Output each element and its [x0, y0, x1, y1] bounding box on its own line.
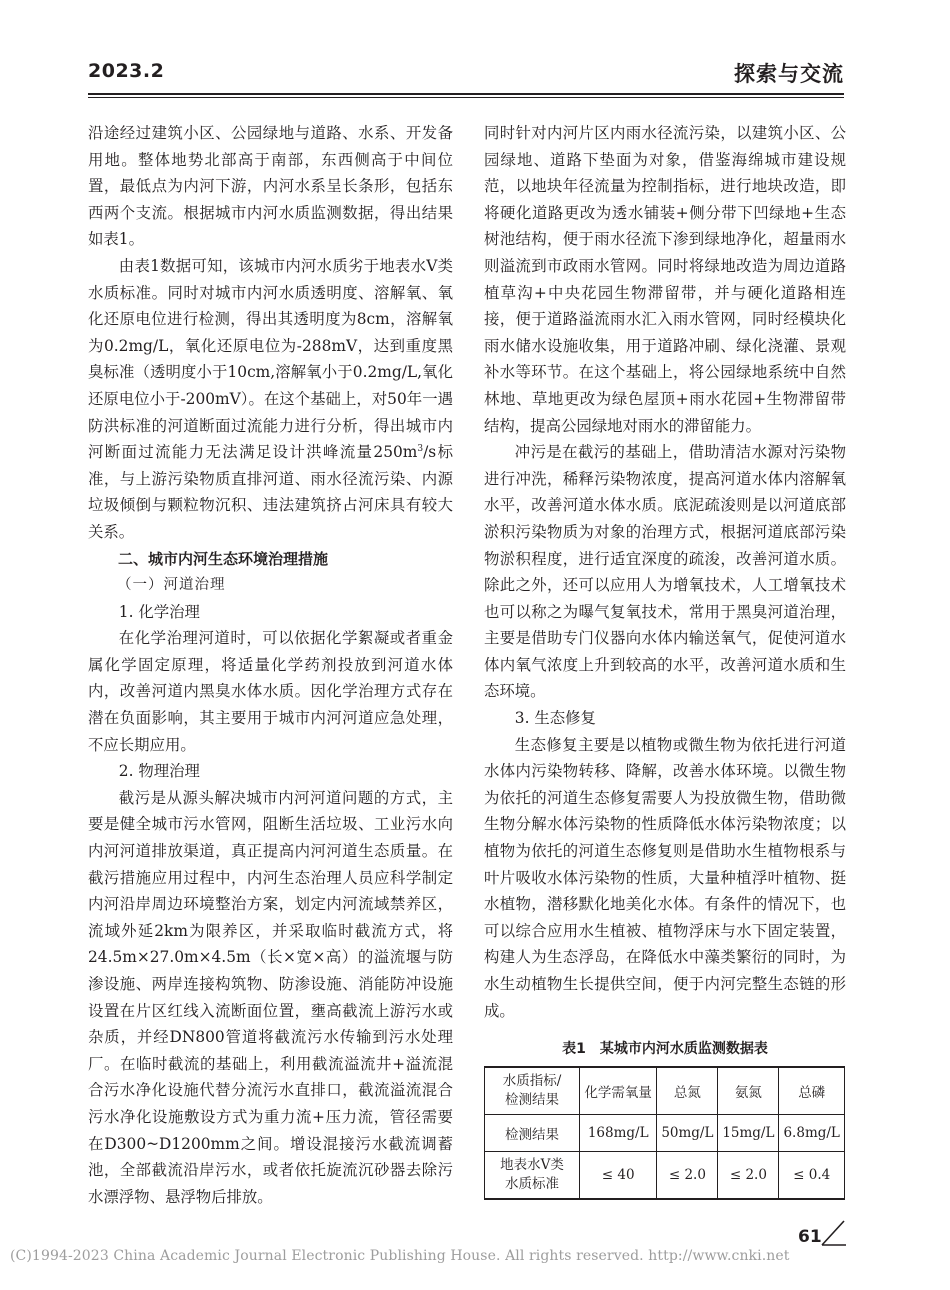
- paragraph: 在化学治理河道时，可以依据化学絮凝或者重金属化学固定原理，将适量化学药剂投放到河道水体内，改善河道内黑臭水体水质。因化学治理方式存在潜在负面影响，其主要用于城市内河河道应急处理，不应长期应用。: [88, 629, 453, 754]
- water-quality-table: [484, 1066, 845, 1200]
- header-rule: [88, 93, 844, 95]
- label-line: 地表水V类: [500, 1157, 564, 1173]
- header-line: 检测结果: [505, 1092, 559, 1108]
- table-caption: 表1 某城市内河水质监测数据表: [562, 1041, 768, 1057]
- table-header-cell: 氨氮: [718, 1067, 779, 1115]
- paragraph: [88, 253, 453, 546]
- table-row: [485, 1115, 845, 1152]
- table-row-label: [485, 1152, 580, 1200]
- left-column: [88, 120, 453, 1210]
- subsubsection-heading: 2. 物理治理: [118, 762, 200, 781]
- header-rule-thin: [88, 97, 844, 98]
- column-title: 探索与交流: [734, 62, 844, 86]
- table-cell: ≤ 40: [580, 1152, 657, 1200]
- table-cell: ≤ 0.4: [779, 1152, 845, 1200]
- table-row: [485, 1152, 845, 1200]
- superscript: 3: [417, 444, 424, 454]
- paragraph: 冲污是在截污的基础上，借助清洁水源对污染物进行冲洗，稀释污染物浓度，提高河道水体内溶解氧水平，改善河道水体水质。底泥疏浚则是以河道底部淤积污染物质为对象的治理方式，根据河道底部污染物淤积程度，进行适宜深度的疏浚，改善河道水质。除此之外，还可以应用人为增氧技术，人工增氧技术也可以称之为曝气复氧技术，常用于黑臭河道治理，主要是借助专门仪器向水体内输送氧气，促使河道水体内氧气浓度上升到较高的水平，改善河道水质和生态环境。: [484, 443, 846, 701]
- text-run: /s标准，与上游污染物质直排河道、雨水径流污染、内源垃圾倾倒与颗粒物沉积、违法建筑挤占河床具有较大关系。: [88, 443, 453, 541]
- table-cell: 15mg/L: [718, 1115, 779, 1152]
- right-column: [484, 120, 846, 1024]
- page-number: 61: [798, 1227, 822, 1247]
- table-header-cell: 总磷: [779, 1067, 845, 1115]
- table-header-cell: 总氮: [657, 1067, 718, 1115]
- paragraph: 同时针对内河片区内雨水径流污染，以建筑小区、公园绿地、道路下垫面为对象，借鉴海绵城市建设规范，以地块年径流量为控制指标，进行地块改造，即将硬化道路更改为透水铺装+侧分带下凹绿地+生态树池结构，便于雨水径流下渗到绿地净化，超量雨水则溢流到市政雨水管网。同时将绿地改造为周边道路植草沟+中央花园生物滞留带，并与硬化道路相连接，便于道路溢流雨水汇入雨水管网，同时经模块化雨水储水设施收集，用于道路冲刷、绿化浇灌、景观补水等环节。在这个基础上，将公园绿地系统中自然林地、草地更改为绿色屋顶+雨水花园+生物滞留带结构，提高公园绿地对雨水的滞留能力。: [484, 124, 846, 435]
- table-cell: 168mg/L: [580, 1115, 657, 1152]
- header-line: 水质指标/: [502, 1073, 562, 1089]
- table-cell: 50mg/L: [657, 1115, 718, 1152]
- table-cell: ≤ 2.0: [718, 1152, 779, 1200]
- paragraph: 截污是从源头解决城市内河河道问题的方式，主要是健全城市污水管网，阻断生活垃圾、工业污水向内河河道排放渠道，真正提高内河河道生态质量。在截污措施应用过程中，内河生态治理人员应科学制定内河沿岸周边环境整治方案，划定内河流域禁养区，流域外延2km为限养区，并采取临时截流方式，将24.5m×27.0m×4.5m（长×宽×高）的溢流堰与防渗设施、两岸连接构筑物、防渗设施、消能防冲设施设置在片区红线入流断面位置，壅高截流上游污水或杂质，并经DN800管道将截流污水传输到污水处理厂。在临时截流的基础上，利用截流溢流井+溢流混合污水净化设施代替分流污水直排口，截流溢流混合污水净化设施敷设方式为重力流+压力流，管径需要在D300~D1200mm之间。增设混接污水截流调蓄池，全部截流沿岸污水，或者依托旋流沉砂器去除污水漂浮物、悬浮物后排放。: [88, 788, 453, 1206]
- table-row-label: 检测结果: [485, 1115, 580, 1152]
- text-run: 由表1数据可知，该城市内河水质劣于地表水V类水质标准。同时对城市内河水质透明度、溶解氧、氧化还原电位进行检测，得出其透明度为8cm，溶解氧为0.2mg/L，氧化还原电位为-288mV，达到重度黑臭标准（透明度小于10cm,溶解氧小于0.2mg/L,氧化还原电位小于-200mV）。在这个基础上，对50年一遇防洪标准的河道断面过流能力进行分析，得出城市内河断面过流能力无法满足设计洪峰流量250m: [88, 256, 453, 462]
- subsubsection-heading: 1. 化学治理: [118, 602, 200, 621]
- subsubsection-heading: 3. 生态修复: [514, 709, 596, 728]
- table-header-cell: [485, 1067, 580, 1115]
- table-cell: 6.8mg/L: [779, 1115, 845, 1152]
- issue-label: 2023.2: [88, 60, 165, 82]
- copyright-footer: (C)1994-2023 China Academic Journal Electronic Publishing House. All rights reserved. http://www.cnki.net: [10, 1248, 790, 1264]
- table-header-row: [485, 1067, 845, 1115]
- paragraph: 沿途经过建筑小区、公园绿地与道路、水系、开发备用地。整体地势北部高于南部，东西侧高于中间位置，最低点为内河下游，内河水系呈长条形，包括东西两个支流。根据城市内河水质监测数据，得出结果如表1。: [88, 124, 453, 249]
- page-corner-mark-icon: [818, 1217, 848, 1247]
- subsection-heading: （一）河道治理: [117, 577, 226, 594]
- table-header-cell: 化学需氧量: [580, 1067, 657, 1115]
- table-cell: ≤ 2.0: [657, 1152, 718, 1200]
- paragraph: 生态修复主要是以植物或微生物为依托进行河道水体内污染物转移、降解，改善水体环境。以微生物为依托的河道生态修复需要人为投放微生物，借助微生物分解水体污染物的性质降低水体污染物浓度；以植物为依托的河道生态修复则是借助水生植物根系与叶片吸收水体污染物的性质，大量种植浮叶植物、挺水植物，潜移默化地美化水体。有条件的情况下，也可以综合应用水生植被、植物浮床与水下固定装置，构建人为生态浮岛，在降低水中藻类繁衍的同时，为水生动植物生长提供空间，便于内河完整生态链的形成。: [484, 735, 846, 1020]
- section-heading: 二、城市内河生态环境治理措施: [118, 549, 329, 568]
- label-line: 水质标准: [505, 1176, 559, 1192]
